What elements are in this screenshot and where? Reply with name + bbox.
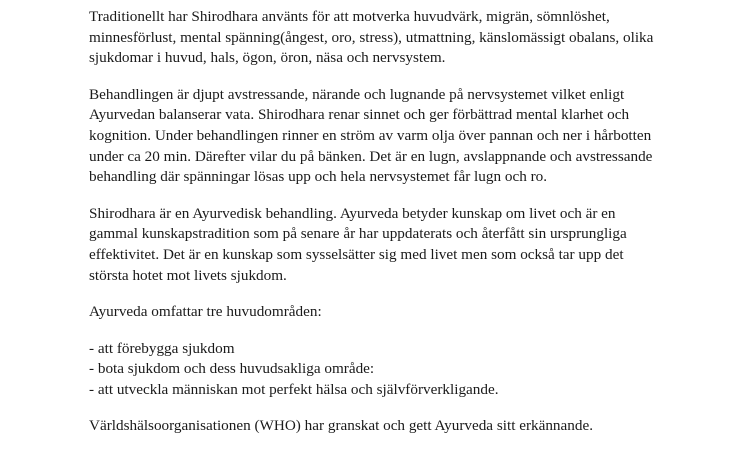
document-body: [89, 7, 654, 452]
text-line: under ca 20 min. Därefter vilar du på bänken. Det är en lugn, avslappnande och avstressande: [89, 147, 653, 165]
list-item: - bota sjukdom och dess huvudsakliga område:: [89, 360, 375, 378]
text-line: Ayurvedan balanserar vata. Shirodhara renar sinnet och ger förbättrad mental klarhet och: [89, 106, 630, 124]
paragraph-treatment: [89, 85, 653, 188]
text-line: Behandlingen är djupt avstressande, närande och lugnande på nervsystemet vilket enligt: [89, 85, 625, 103]
text-line: effektivitet. Det är en kunskap som sysselsätter sig med livet men som också tar upp det: [89, 245, 624, 263]
text-line: sjukdomar i huvud, hals, ögon, öron, näsa och nervsystem.: [89, 49, 446, 67]
list-item: - att utveckla människan mot perfekt hälsa och självförverkligande.: [89, 380, 499, 398]
paragraph-main-areas-heading: [89, 302, 649, 323]
text-line: Ayurveda omfattar tre huvudområden:: [89, 303, 322, 321]
paragraph-ayurveda-intro: [89, 204, 649, 286]
text-line: behandling där spänningar lösas upp och hela nervsystemet får lugn och ro.: [89, 168, 548, 186]
text-line: gammal kunskapstradition som på senare år har uppdaterats och återfått sin ursprungliga: [89, 225, 627, 243]
list-main-areas: [89, 339, 649, 401]
text-line: Shirodhara är en Ayurvedisk behandling. Ayurveda betyder kunskap om livet och är en: [89, 204, 616, 222]
paragraph-traditional-use: [89, 7, 654, 69]
text-line: största hotet mot livets sjukdom.: [89, 266, 287, 284]
text-line: minnesförlust, mental spänning(ångest, oro, stress), utmattning, känslomässigt obalans, olika: [89, 28, 654, 46]
text-line: Traditionellt har Shirodhara använts för att motverka huvudvärk, migrän, sömnlöshet,: [89, 8, 610, 25]
list-item: - att förebygga sjukdom: [89, 339, 235, 357]
text-line: kognition. Under behandlingen rinner en ström av varm olja över pannan och ner i hårbotten: [89, 126, 652, 144]
text-line: Världshälsoorganisationen (WHO) har granskat och gett Ayurveda sitt erkännande.: [89, 416, 593, 434]
